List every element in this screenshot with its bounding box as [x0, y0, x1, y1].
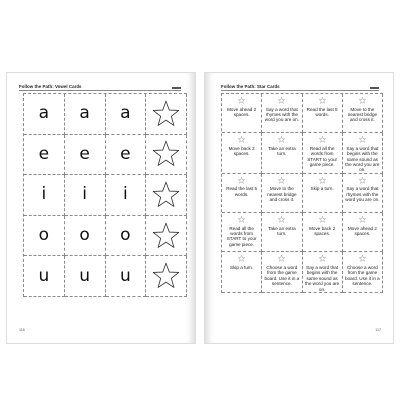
card-instruction: Take an extra turn.: [268, 145, 296, 157]
card-instruction: Say a word that begins with the same sound as the word you are on.: [305, 264, 340, 292]
vowel-letter: e: [79, 143, 90, 164]
star-icon: [319, 136, 326, 143]
star-card: [262, 252, 302, 293]
star-icon: [319, 216, 326, 223]
star-card: [146, 94, 187, 135]
page-tab-marker: [370, 87, 379, 89]
vowel-letter: a: [79, 103, 90, 124]
vowel-letter: i: [41, 184, 47, 205]
vowel-letter: a: [38, 103, 50, 124]
vowel-letter: o: [120, 225, 131, 246]
card-instruction: Move ahead 2 spaces.: [347, 225, 377, 237]
star-card: [146, 256, 187, 297]
star-card: [146, 175, 187, 216]
card-instruction: Move back 2 spaces.: [228, 145, 255, 157]
star-card: [262, 94, 302, 133]
star-card: [222, 133, 262, 174]
star-icon: [278, 97, 285, 104]
vowel-letter: i: [82, 184, 87, 205]
star-icon: [359, 177, 366, 184]
star-icon: [319, 177, 326, 184]
star-icon: [152, 181, 180, 209]
vowel-letter: u: [79, 265, 91, 286]
star-card: [303, 94, 343, 133]
star-card: [222, 252, 262, 293]
vowel-letter: u: [38, 265, 50, 286]
star-card: [262, 213, 302, 252]
vowel-letter: e: [38, 143, 50, 164]
card-instruction: Move ahead 2 spaces.: [227, 106, 257, 117]
star-icon: [359, 255, 366, 262]
card-instruction: Say a word that rhymes with the word you are on.: [264, 106, 299, 123]
star-icon: [152, 140, 180, 168]
star-card: [146, 216, 187, 257]
star-icon: [278, 177, 285, 184]
page-number: 117: [375, 328, 381, 332]
page-title: Follow the Path: Star Cards: [221, 84, 280, 89]
star-card: [343, 252, 383, 293]
vowel-card: [65, 175, 106, 216]
card-instruction: Say a word that begins with the same sound as the word you are on.: [345, 145, 380, 173]
vowel-letter: e: [120, 143, 131, 164]
vowel-card: [24, 94, 65, 135]
star-icon: [278, 136, 285, 143]
star-card: [303, 174, 343, 213]
left-page: [6, 72, 196, 344]
star-card: [222, 94, 262, 133]
vowel-card: [106, 94, 147, 135]
vowel-card: [65, 216, 106, 257]
star-card: [303, 213, 343, 252]
star-card: [343, 174, 383, 213]
star-icon: [319, 255, 326, 262]
title-rule: [19, 90, 181, 91]
star-card: [303, 252, 343, 293]
page-tab-marker: [172, 87, 181, 89]
star-icon: [359, 216, 366, 223]
star-card: [222, 213, 262, 252]
vowel-letter: a: [120, 103, 131, 124]
star-icon: [278, 255, 285, 262]
star-icon: [238, 97, 245, 104]
card-instruction: Read all the words from START to your game piece.: [226, 225, 257, 247]
card-instruction: Move back 2 spaces.: [309, 225, 336, 237]
star-card: [343, 213, 383, 252]
vowel-card-grid: [23, 93, 187, 297]
vowel-letter: o: [38, 225, 50, 246]
vowel-card: [106, 256, 147, 297]
title-rule: [221, 90, 379, 91]
star-card: [146, 135, 187, 176]
star-icon: [152, 222, 180, 250]
vowel-card: [24, 135, 65, 176]
right-page: [204, 72, 394, 344]
copyright-strip: [188, 183, 192, 283]
vowel-card: [106, 135, 147, 176]
star-icon: [238, 136, 245, 143]
vowel-card: [24, 256, 65, 297]
page-title: Follow the Path: Vowel Cards: [19, 84, 82, 89]
card-instruction: Read the last 5 words.: [306, 106, 338, 117]
star-card: [262, 174, 302, 213]
card-instruction: Move to the nearest bridge and cross it.: [347, 106, 378, 123]
star-card: [222, 174, 262, 213]
card-instruction: Skip a turn.: [310, 186, 334, 192]
star-icon: [278, 216, 285, 223]
star-icon: [152, 100, 180, 128]
star-card: [343, 94, 383, 133]
vowel-card: [106, 216, 147, 257]
star-card: [303, 133, 343, 174]
vowel-card: [24, 175, 65, 216]
card-instruction: Skip a turn.: [230, 264, 254, 270]
star-icon: [319, 97, 326, 104]
vowel-card: [65, 94, 106, 135]
star-icon: [359, 136, 366, 143]
vowel-card: [65, 135, 106, 176]
card-instruction: Read the last 5 words.: [226, 186, 258, 197]
vowel-letter: i: [123, 184, 128, 205]
vowel-letter: u: [119, 265, 131, 286]
star-card: [343, 133, 383, 174]
star-icon: [359, 97, 366, 104]
vowel-card: [24, 216, 65, 257]
card-instruction: Read all the words from START to your game piece.: [307, 145, 338, 168]
star-icon: [152, 262, 180, 290]
vowel-card: [65, 256, 106, 297]
card-instruction: Say a word that rhymes with the word you are on.: [345, 186, 380, 203]
card-instruction: Choose a word from the game board. Use it in a sentence.: [345, 264, 380, 287]
star-icon: [238, 177, 245, 184]
star-card-grid: [221, 93, 383, 293]
star-card: [262, 133, 302, 174]
card-instruction: Choose a word from the game board. Use it in a sentence.: [264, 264, 300, 287]
card-instruction: Move to the nearest bridge and cross it.: [267, 186, 297, 203]
star-icon: [238, 216, 245, 223]
page-number: 116: [19, 328, 25, 332]
vowel-letter: o: [79, 225, 90, 246]
vowel-card: [106, 175, 147, 216]
card-instruction: Take an extra turn.: [268, 225, 296, 237]
copyright-strip: [208, 183, 212, 283]
star-icon: [238, 255, 245, 262]
